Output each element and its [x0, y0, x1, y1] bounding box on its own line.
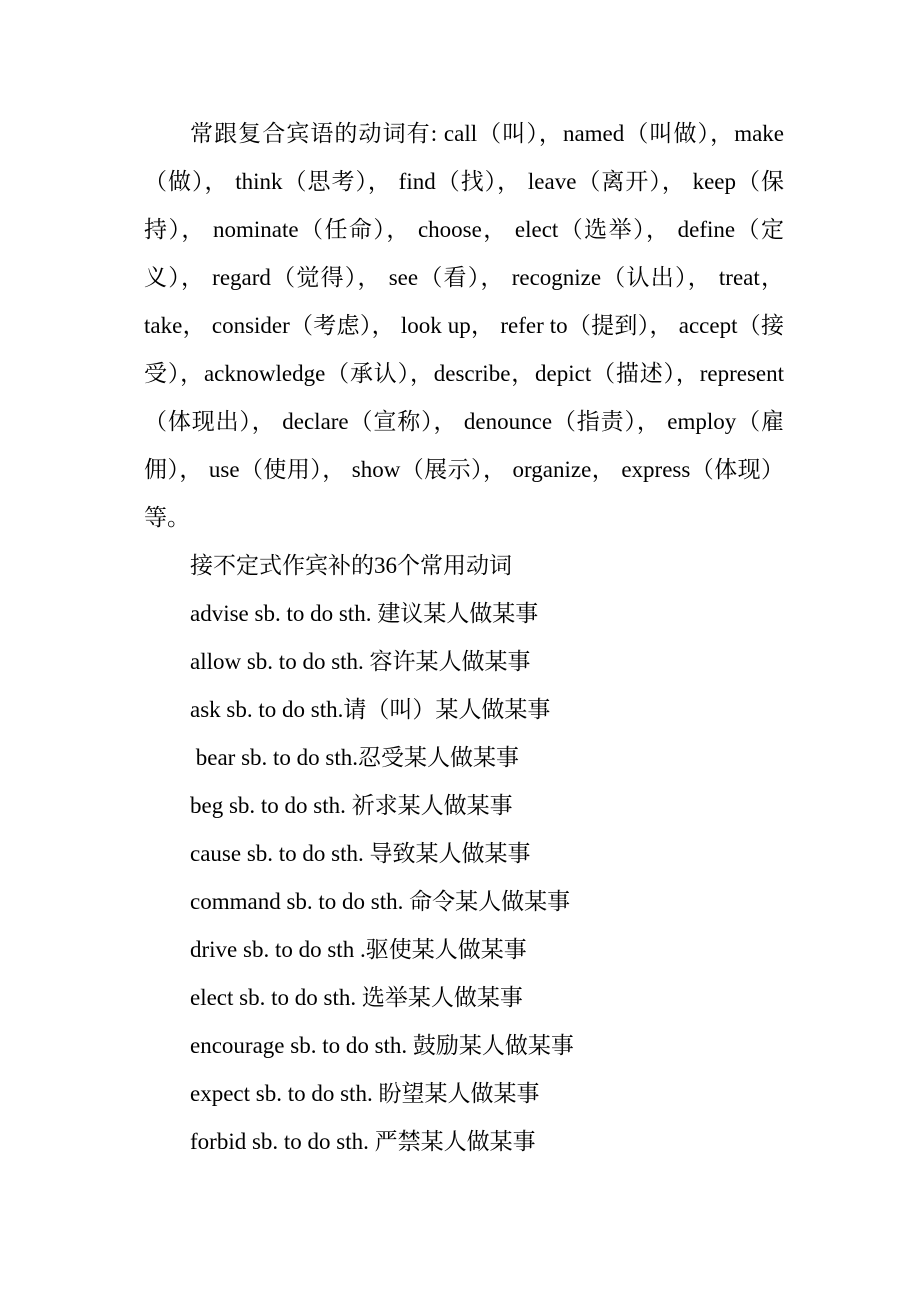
list-item: drive sb. to do sth .驱使某人做某事 — [190, 937, 527, 962]
list-item: forbid sb. to do sth. 严禁某人做某事 — [190, 1129, 536, 1154]
list-item: cause sb. to do sth. 导致某人做某事 — [190, 841, 531, 866]
list-item: bear sb. to do sth.忍受某人做某事 — [190, 745, 520, 770]
list-item: beg sb. to do sth. 祈求某人做某事 — [190, 793, 513, 818]
list-item: command sb. to do sth. 命令某人做某事 — [190, 889, 571, 914]
list-item: advise sb. to do sth. 建议某人做某事 — [190, 601, 539, 626]
list-item: encourage sb. to do sth. 鼓励某人做某事 — [190, 1033, 574, 1058]
infinitive-complement-heading: 接不定式作宾补的36个常用动词 — [190, 553, 512, 578]
list-item: elect sb. to do sth. 选举某人做某事 — [190, 985, 523, 1010]
list-item: ask sb. to do sth.请（叫）某人做某事 — [190, 697, 551, 722]
compound-object-verbs-paragraph: 常跟复合宾语的动词有: call（叫），named（叫做），make（做）， think（思考）， find（找）， leave（离开）， keep（保持）， nominate（任命）， choose， elect（选举）， define（定义）， regard（觉得）， see（看）， recognize（认出）， treat， take， consider（考虑）， look up， refer to（提到）， accept（接受），acknowledge（承认），describe，depict（描述），represent（体现出）， declare（宣称）， denounce（指责）， employ（雇佣）， use（使用）， show（展示）， organize， express（体现）等。 — [144, 121, 784, 530]
list-item: allow sb. to do sth. 容许某人做某事 — [190, 649, 531, 674]
list-item: expect sb. to do sth. 盼望某人做某事 — [190, 1081, 540, 1106]
